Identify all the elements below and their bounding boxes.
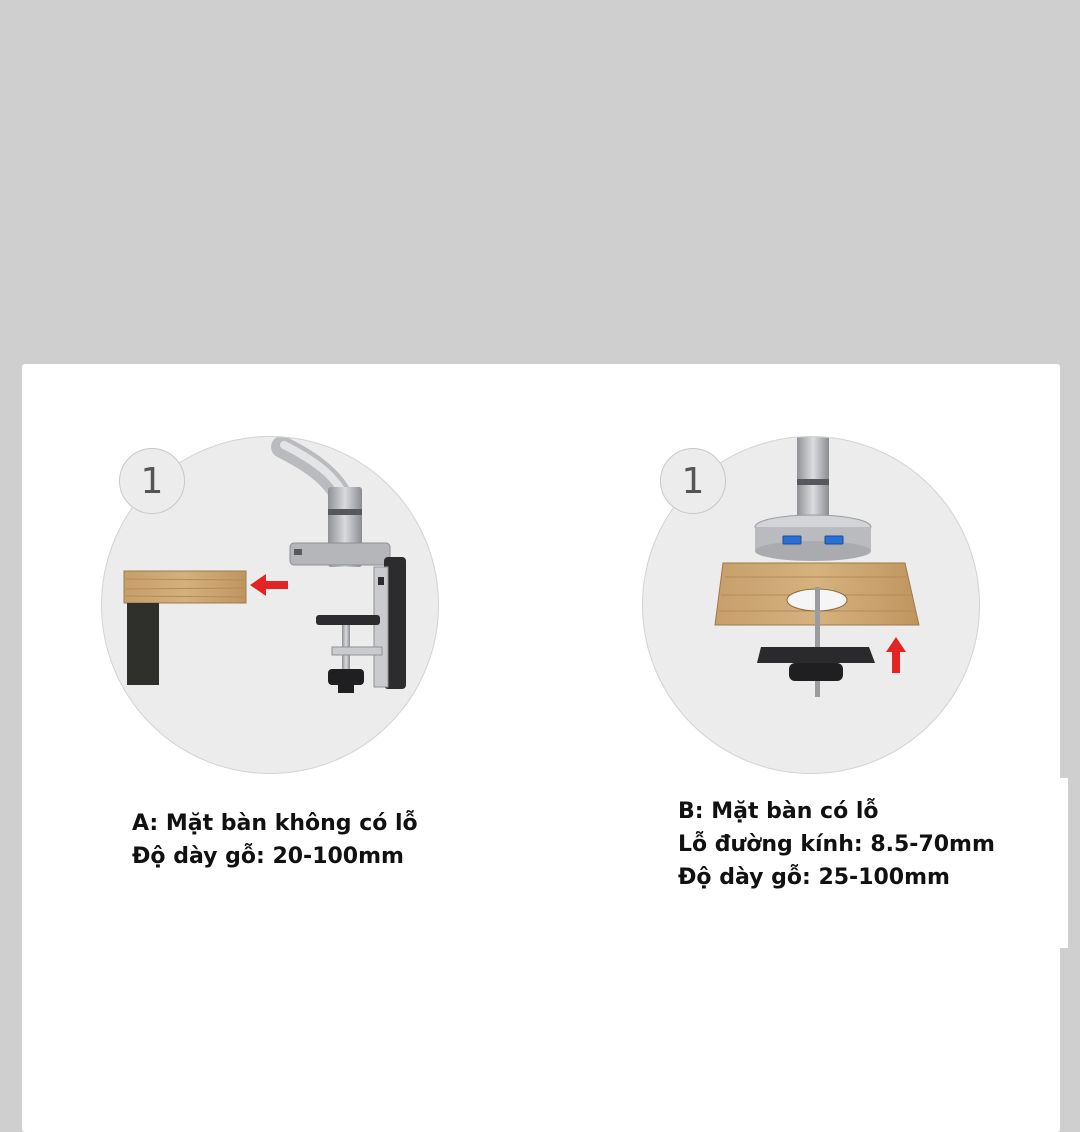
red-arrow-icon <box>886 637 906 673</box>
edge-strip <box>1060 778 1068 948</box>
red-arrow-icon <box>250 574 288 596</box>
option-a-title: A: Mặt bàn không có lỗ <box>132 811 418 836</box>
option-b-hole-diameter: Lỗ đường kính: 8.5-70mm <box>678 832 995 857</box>
option-a-thickness: Độ dày gỗ: 20-100mm <box>132 844 404 869</box>
caption-option-a <box>132 807 418 873</box>
step-badge-a: 1 <box>119 448 185 514</box>
option-b-title: B: Mặt bàn có lỗ <box>678 799 879 824</box>
step-badge-b: 1 <box>660 448 726 514</box>
caption-option-b <box>678 795 995 894</box>
option-b-thickness: Độ dày gỗ: 25-100mm <box>678 865 950 890</box>
